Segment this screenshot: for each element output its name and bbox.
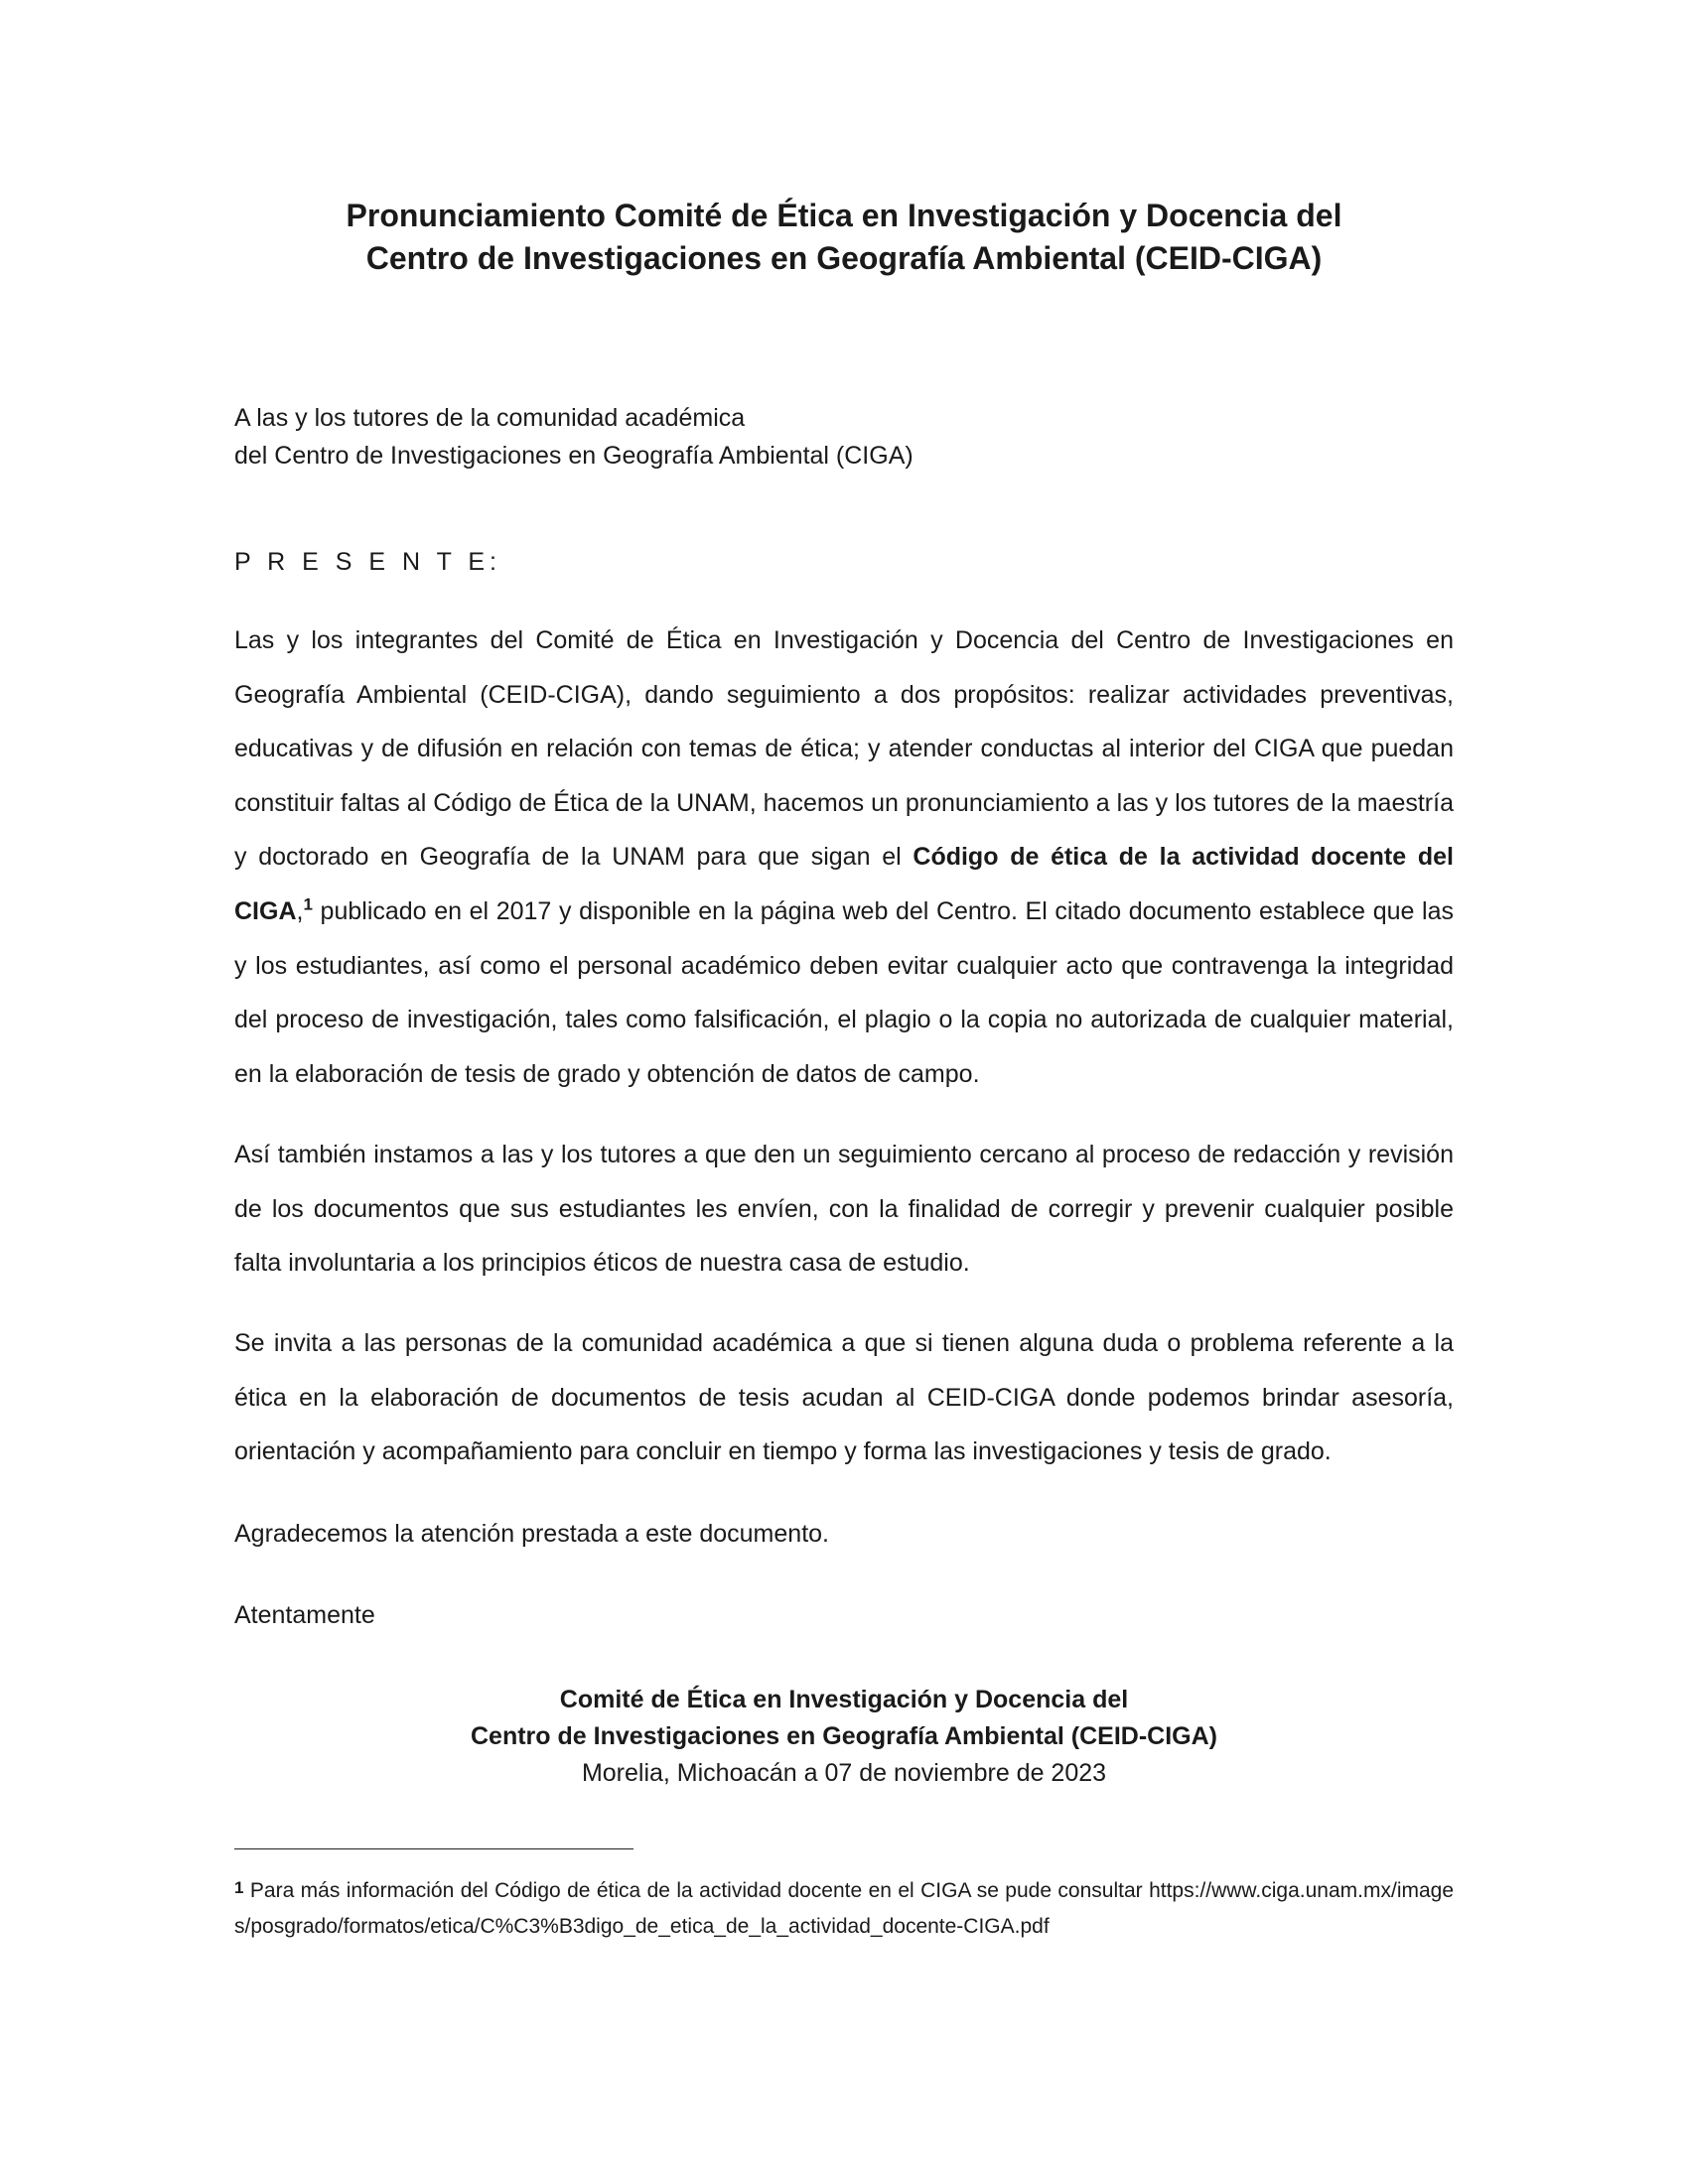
footnote-text: Para más información del Código de ética de la actividad docente en el CIGA se pude consultar — [249, 1879, 1143, 1902]
p1-text-end: publicado en el 2017 y disponible en la página web del Centro. El citado documento establece que las y los estudiantes, así como el personal académico deben evitar cualquier acto que contravenga la integridad del proceso de investigación, tales como falsificación, el plagio o la copia no autorizada de cualquier material, en la elaboración de tesis de grado y obtención de datos de campo. — [234, 896, 1454, 1088]
addressee-line-2: del Centro de Investigaciones en Geografía Ambiental (CIGA) — [234, 442, 914, 470]
addressee-line-1: A las y los tutores de la comunidad académica — [234, 404, 746, 432]
signature-line-1: Comité de Ética en Investigación y Docencia del — [559, 1686, 1129, 1713]
addressee-block — [234, 399, 914, 475]
body-paragraph-3: Se invita a las personas de la comunidad académica a que si tienen alguna duda o problema referente a la ética en la elaboración de documentos de tesis acudan al CEID-CIGA donde podemos brindar asesoría, orientación y acompañamiento para concluir en tiempo y forma las investigaciones y tesis de grado. — [234, 1329, 1454, 1466]
signature-block — [234, 1682, 1454, 1792]
title-line-1: Pronunciamiento Comité de Ética en Investigación y Docencia del — [346, 198, 1342, 233]
salutation: P R E S E N T E: — [234, 548, 501, 576]
code-of-ethics-title: Código de ética de la actividad docente del CIGA — [234, 843, 1454, 925]
footnote-separator — [234, 1848, 633, 1849]
place-and-date: Morelia, Michoacán a 07 de noviembre de 2023 — [581, 1759, 1107, 1787]
closing: Atentamente — [234, 1601, 375, 1629]
body-paragraph-4: Agradecemos la atención prestada a este documento. — [234, 1520, 829, 1548]
title-line-2: Centro de Investigaciones en Geografía Ambiental (CEID-CIGA) — [365, 240, 1323, 276]
footnote-number: 1 — [234, 1878, 244, 1897]
document-title — [234, 195, 1454, 280]
body-paragraph-2: Así también instamos a las y los tutores a que den un seguimiento cercano al proceso de redacción y revisión de los documentos que sus estudiantes les envíen, con la finalidad de corregir y prevenir cualquier posible falta involuntaria a los principios éticos de nuestra casa de estudio. — [234, 1141, 1454, 1278]
footnote — [234, 1870, 1454, 1945]
signature-line-2: Centro de Investigaciones en Geografía Ambiental (CEID-CIGA) — [471, 1722, 1217, 1750]
p1-comma: , — [296, 896, 304, 925]
footnote-url-link[interactable]: https://www.ciga.unam.mx/images/posgrado/formatos/etica/C%C3%B3digo_de_etica_de_la_actividad_docente-CIGA.pdf — [234, 1879, 1455, 1938]
p1-text-start: Las y los integrantes del Comité de Ética en Investigación y Docencia del Centro de Investigaciones en Geografía Ambiental (CEID-CIGA), dando seguimiento a dos propósitos: realizar actividades preventivas, educativas y de difusión en relación con temas de ética; y atender conductas al interior del CIGA que puedan constituir faltas al Código de Ética de la UNAM, hacemos un pronunciamiento a las y los tutores de la maestría y doctorado en Geografía de la UNAM para que sigan el — [234, 626, 1454, 872]
body-paragraph-1 — [234, 614, 1454, 1101]
footnote-reference[interactable]: 1 — [303, 894, 313, 914]
